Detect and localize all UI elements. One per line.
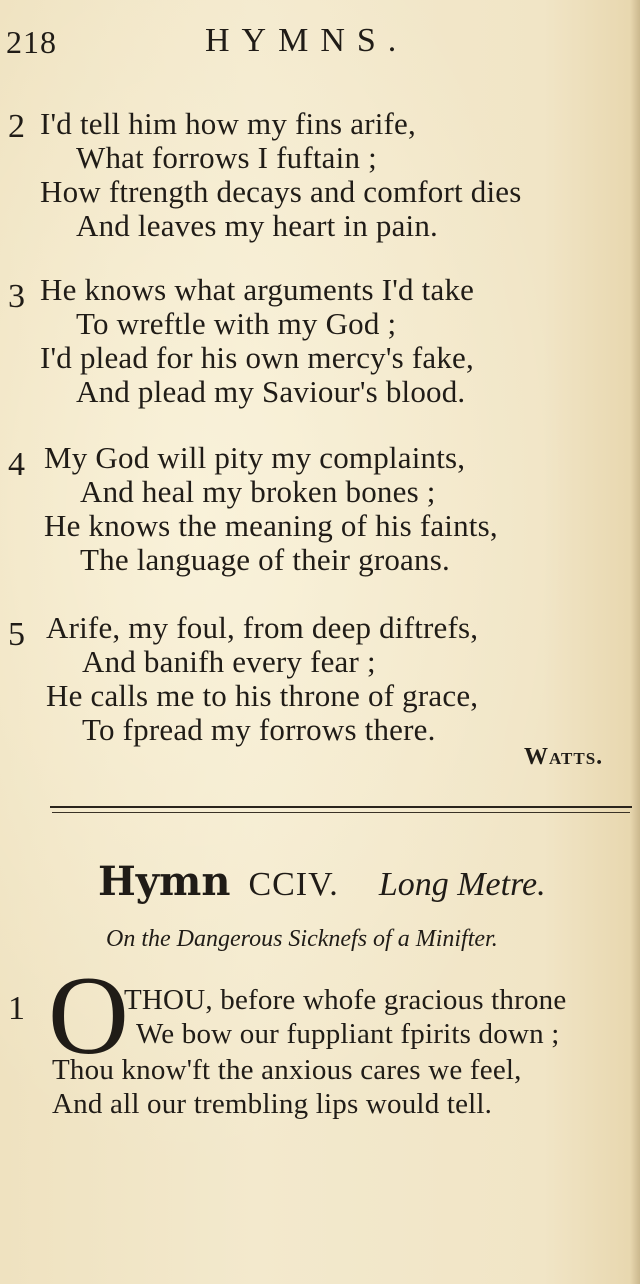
stanza-number: 5 <box>8 616 25 653</box>
verse-line: He knows the meaning of his faints, <box>44 508 498 543</box>
verse-line: I'd plead for his own mercy's fake, <box>40 340 474 375</box>
verse-line: My God will pity my complaints, <box>44 440 466 475</box>
verse-line: Arife, my foul, from deep diftrefs, <box>46 610 479 645</box>
verse-line: To wreftle with my God ; <box>76 306 397 341</box>
verse-line: We bow our fuppliant fpirits down ; <box>136 1018 560 1050</box>
verse-line: And all our trembling lips would tell. <box>52 1088 493 1120</box>
section-divider <box>50 806 632 808</box>
verse-line: What forrows I fuftain ; <box>76 140 377 175</box>
hymn-heading <box>98 858 546 905</box>
stanza-number: 1 <box>8 990 25 1027</box>
author-attribution: Watts. <box>524 744 604 770</box>
verse-line: Thou know'ft the anxious cares we feel, <box>52 1054 522 1086</box>
running-head: HYMNS. <box>205 22 409 59</box>
verse-line: THOU, before whofe gracious throne <box>124 984 567 1016</box>
section-divider-thin <box>52 812 630 813</box>
drop-cap: O <box>48 954 129 1078</box>
hymn-word: Hymn <box>98 858 231 905</box>
verse-line: And leaves my heart in pain. <box>76 208 438 243</box>
verse-line: The language of their groans. <box>80 542 450 577</box>
hymn-subtitle: On the Dangerous Sicknefs of a Minifter. <box>106 926 498 952</box>
verse-line: How ftrength decays and comfort dies <box>40 174 522 209</box>
hymn-number: CCIV. <box>248 866 339 903</box>
page-edge <box>630 0 640 1284</box>
page-number: 218 <box>6 24 57 60</box>
hymn-metre: Long Metre. <box>378 866 546 903</box>
verse-line: And plead my Saviour's blood. <box>76 374 466 409</box>
verse-line: I'd tell him how my fins arife, <box>40 106 416 141</box>
verse-line: He calls me to his throne of grace, <box>46 678 479 713</box>
stanza-number: 4 <box>8 446 25 483</box>
verse-line: He knows what arguments I'd take <box>40 272 475 307</box>
verse-line: And heal my broken bones ; <box>80 474 436 509</box>
stanza-number: 2 <box>8 108 25 145</box>
verse-line: To fpread my forrows there. <box>82 712 436 747</box>
stanza-number: 3 <box>8 278 25 315</box>
verse-line: And banifh every fear ; <box>82 644 376 679</box>
